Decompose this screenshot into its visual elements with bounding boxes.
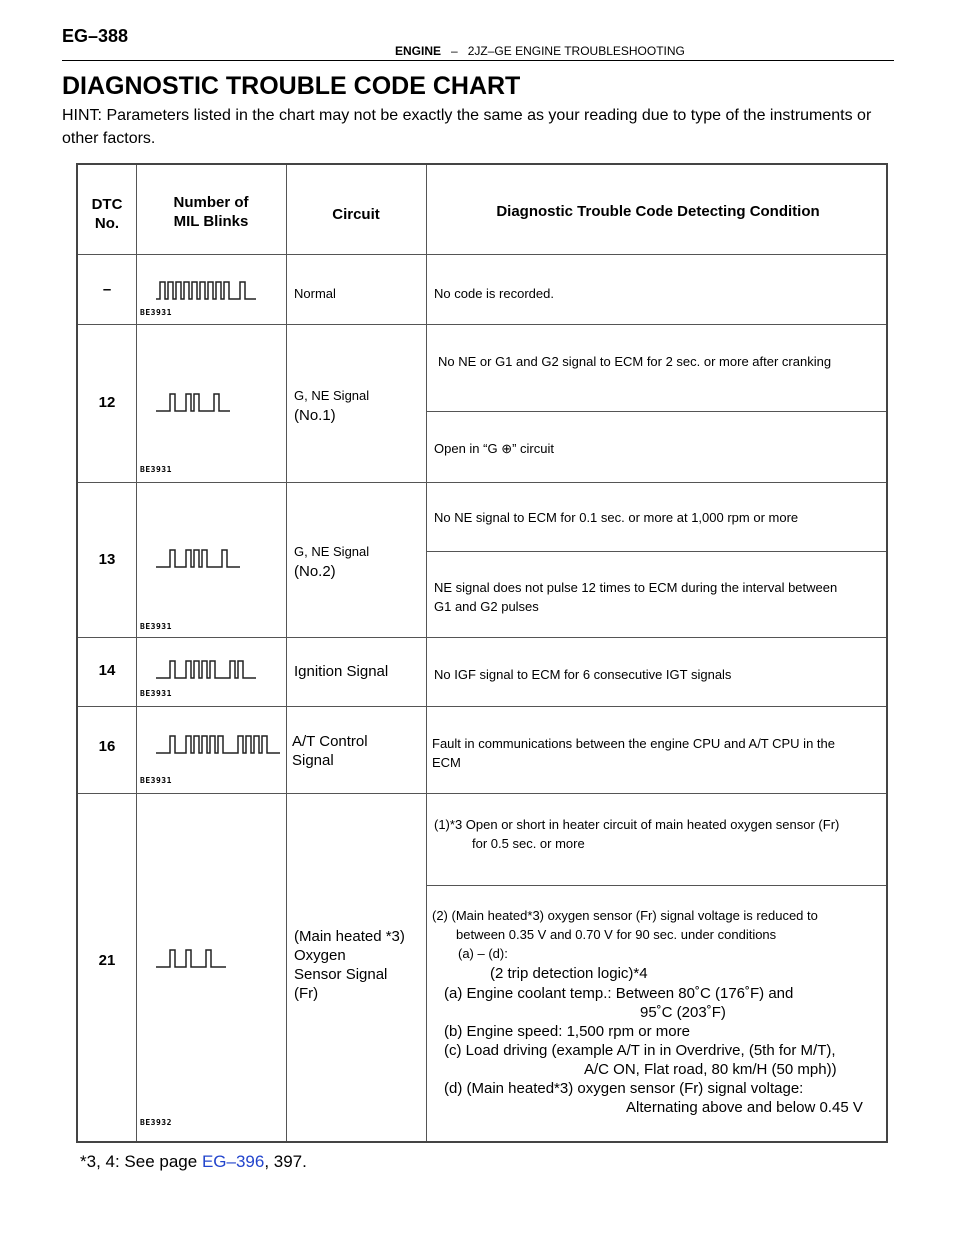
dtc-number: 21 <box>98 952 116 969</box>
row-divider <box>78 482 886 483</box>
footnote <box>80 1152 307 1172</box>
condition-2c-line2: A/C ON, Flat road, 80 km/H (50 mph)) <box>584 1061 837 1078</box>
row-divider <box>78 793 886 794</box>
blink-pattern <box>156 279 266 301</box>
condition-2-line4: (2 trip detection logic)*4 <box>490 965 648 982</box>
circuit-label-line3: Sensor Signal <box>294 966 388 983</box>
dtc-number: 12 <box>98 394 116 411</box>
figure-code: BE3932 <box>140 1118 172 1127</box>
dtc-number: 13 <box>98 551 116 568</box>
col-divider-2 <box>286 165 287 1141</box>
footnote-prefix: *3, 4: See page <box>80 1152 202 1171</box>
row-divider <box>426 885 886 886</box>
condition-2a-line2: 95˚C (203˚F) <box>640 1004 726 1021</box>
header-dtc-line1: DTC <box>91 196 123 213</box>
header-condition: Diagnostic Trouble Code Detecting Condition <box>496 203 820 220</box>
condition-text: ECM <box>432 755 461 770</box>
header-rule <box>62 60 894 61</box>
condition-2d-line2: Alternating above and below 0.45 V <box>626 1099 863 1116</box>
row-divider <box>78 254 886 255</box>
figure-code: BE3931 <box>140 776 172 785</box>
section-header <box>395 44 685 58</box>
circuit-label: Ignition Signal <box>294 663 389 680</box>
footnote-suffix: , 397. <box>264 1152 307 1171</box>
blink-pattern <box>156 733 284 755</box>
condition-text: No NE or G1 and G2 signal to ECM for 2 sec. or more after cranking <box>438 354 832 369</box>
section-label: ENGINE <box>395 44 442 58</box>
figure-code: BE3931 <box>140 465 172 474</box>
circuit-label: Normal <box>294 286 336 301</box>
circuit-label-line4: (Fr) <box>294 985 319 1002</box>
circuit-label-line2: Oxygen <box>294 947 346 964</box>
dtc-table <box>76 163 888 1143</box>
dtc-number: – <box>102 281 112 298</box>
page-title: DIAGNOSTIC TROUBLE CODE CHART <box>62 72 521 100</box>
condition-2c-line1: (c) Load driving (example A/T in in Overdrive, (5th for M/T), <box>444 1042 836 1059</box>
condition-text: No NE signal to ECM for 0.1 sec. or more at 1,000 rpm or more <box>434 510 799 525</box>
row-divider <box>78 706 886 707</box>
col-divider-1 <box>136 165 137 1141</box>
condition-text: No code is recorded. <box>434 286 554 301</box>
header-blinks-line2: MIL Blinks <box>173 213 249 230</box>
blink-pattern <box>156 547 246 569</box>
circuit-label-line2: Signal <box>292 752 334 769</box>
dtc-number: 14 <box>98 662 116 679</box>
condition-1-line1: (1)*3 Open or short in heater circuit of main heated oxygen sensor (Fr) <box>434 817 840 832</box>
circuit-label-small: G, NE Signal <box>294 544 370 559</box>
row-divider <box>78 324 886 325</box>
header-dtc <box>78 195 136 233</box>
figure-code: BE3931 <box>140 308 172 317</box>
circuit-label-large: (No.1) <box>294 407 336 424</box>
circuit-label-small: G, NE Signal <box>294 388 370 403</box>
figure-code: BE3931 <box>140 689 172 698</box>
condition-1-line2: for 0.5 sec. or more <box>472 836 585 851</box>
header-blinks <box>136 193 286 231</box>
footnote-page-link[interactable]: EG–396 <box>201 1152 265 1171</box>
condition-text: NE signal does not pulse 12 times to ECM during the interval between <box>434 580 838 595</box>
condition-2-line3: (a) – (d): <box>458 946 508 961</box>
condition-2-line2: between 0.35 V and 0.70 V for 90 sec. under conditions <box>456 927 777 942</box>
header-circuit: Circuit <box>332 206 380 223</box>
condition-text: G1 and G2 pulses <box>434 599 539 614</box>
figure-code: BE3931 <box>140 622 172 631</box>
dtc-number: 16 <box>98 738 116 755</box>
section-separator: – <box>451 44 458 58</box>
condition-text: Open in “G ⊕” circuit <box>434 441 554 456</box>
circuit-label-line1: (Main heated *3) <box>294 928 405 945</box>
header-blinks-line1: Number of <box>173 194 249 211</box>
header-dtc-line2: No. <box>94 215 120 232</box>
condition-2-line1: (2) (Main heated*3) oxygen sensor (Fr) signal voltage is reduced to <box>432 908 818 923</box>
circuit-label-large: (No.2) <box>294 563 336 580</box>
condition-2a-line1: (a) Engine coolant temp.: Between 80˚C (176˚F) and <box>444 985 794 1002</box>
row-divider <box>426 551 886 552</box>
circuit-label-line1: A/T Control <box>292 733 368 750</box>
blink-pattern <box>156 391 236 413</box>
condition-text: No IGF signal to ECM for 6 consecutive IGT signals <box>434 667 732 682</box>
blink-pattern <box>156 947 236 969</box>
section-subtitle: 2JZ–GE ENGINE TROUBLESHOOTING <box>467 44 685 58</box>
condition-2d-line1: (d) (Main heated*3) oxygen sensor (Fr) signal voltage: <box>444 1080 804 1097</box>
blink-pattern <box>156 658 266 680</box>
col-divider-3 <box>426 165 427 1141</box>
page-number: EG–388 <box>62 26 129 46</box>
row-divider <box>78 637 886 638</box>
condition-2b: (b) Engine speed: 1,500 rpm or more <box>444 1023 690 1040</box>
row-divider <box>426 411 886 412</box>
condition-text: Fault in communications between the engine CPU and A/T CPU in the <box>432 736 835 751</box>
hint-text: HINT: Parameters listed in the chart may not be exactly the same as your reading due to type of the instruments or other factors. <box>62 107 872 147</box>
